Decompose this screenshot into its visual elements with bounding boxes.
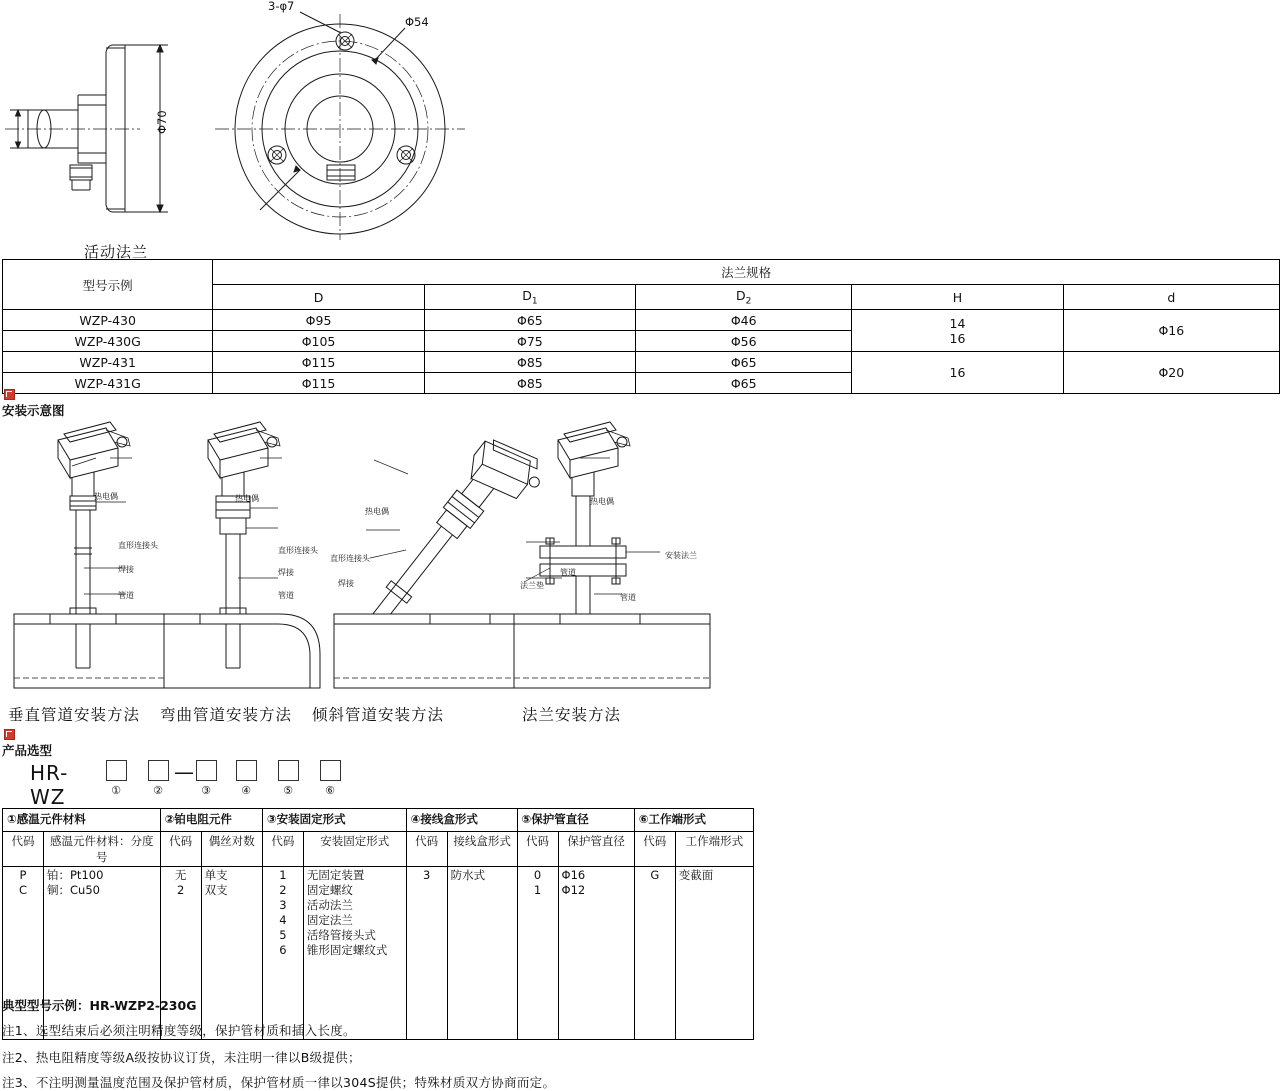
note-1: 注1、选型结束后必须注明精度等级，保护管材质和插入长度。 [2,1023,356,1038]
selection-group-header-row [3,809,754,832]
cell-model: WZP-431 [3,352,213,373]
option-item: 锥形固定螺纹式 [306,943,388,957]
broken-image-icon-2 [4,729,15,740]
callout-thermocouple: 热电偶 [94,492,118,501]
option-item: 固定法兰 [306,913,353,927]
code-item: P [19,868,27,882]
group-header-6: ⑥工作端形式 [634,809,753,832]
table-row [3,352,1280,373]
option-item: 双支 [204,883,228,897]
flange-spec-table [2,259,1280,394]
table-row [3,310,1280,331]
group-header-4: ④接线盒形式 [406,809,517,832]
cell-D1: Φ75 [424,331,635,352]
subhdr-code-5: 代码 [517,832,558,867]
text-col-2 [201,867,262,1040]
group-header-3: ③安装固定形式 [262,809,406,832]
code-item: 5 [279,928,287,942]
code-item: 1 [279,868,287,882]
group-header-5: ⑤保护管直径 [517,809,634,832]
cell-D: Φ115 [213,373,424,394]
cell-D2: Φ65 [636,352,852,373]
model-box-6[interactable] [320,760,341,781]
codes-col-5 [517,867,558,1040]
install-section-title: 安装示意图 [2,403,65,418]
text-col-3 [303,867,406,1040]
cell-D: Φ115 [213,352,424,373]
phi70-label: Φ70 [155,110,169,134]
option-item: 铂：Pt100 [47,868,104,882]
flange-col-H: H [852,285,1063,310]
flange-col-D [213,285,424,310]
cell-H: 16 [852,352,1063,394]
code-item: 6 [279,943,287,957]
callout-flange: 法兰垫 [520,581,544,590]
callout-pipe: 管道 [118,591,134,600]
selection-section-title: 产品选型 [2,743,53,758]
model-num-1: ① [111,784,121,797]
flange-col-D1-sub: 1 [531,296,538,307]
callout-weld-3: 焊接 [338,579,354,588]
cell-model: WZP-430 [3,310,213,331]
installation-diagrams [0,418,1284,698]
flange-col-d: d [1063,285,1279,310]
model-box-1[interactable] [106,760,127,781]
flange-col-model: 型号示例 [3,260,213,310]
flange-col-D2 [636,285,852,310]
cell-D1: Φ65 [424,310,635,331]
subhdr-text-3: 安装固定形式 [303,832,406,867]
installation-svg [0,418,1284,708]
callout-fixed-flange: 安装法兰 [665,551,697,560]
caption-bent: 弯曲管道安装方法 [160,706,293,724]
code-item: 无 [174,868,187,882]
cell-d: Φ16 [1063,310,1279,352]
callout-thermocouple-2: 热电偶 [235,494,259,503]
caption-inclined: 倾斜管道安装方法 [312,706,445,724]
subhdr-code-4: 代码 [406,832,447,867]
selection-subheader-row [3,832,754,867]
option-item: 单支 [204,868,228,882]
code-item: 1 [533,883,542,897]
note-3: 注3、不注明测量温度范围及保护管材质，保护管材质一律以304S提供；特殊材质双方协商而定。 [2,1075,556,1090]
cell-D: Φ95 [213,310,424,331]
code-item: 2 [176,883,185,897]
cell-H-line1: 14 [949,315,966,331]
model-num-2: ② [153,784,163,797]
cell-H [852,310,1063,352]
model-prefix: HR-WZ [30,761,69,809]
code-item: 4 [279,913,287,927]
subhdr-code-6: 代码 [634,832,675,867]
option-item: 固定螺纹 [306,883,353,897]
code-item: 3 [279,898,287,912]
model-dash: — [174,760,194,784]
code-item: C [18,883,28,897]
flange-col-D1 [424,285,635,310]
subhdr-text-4: 接线盒形式 [447,832,517,867]
callout-thermocouple-4: 热电偶 [590,497,614,506]
subhdr-code-3: 代码 [262,832,303,867]
cell-d: Φ20 [1063,352,1279,394]
cell-H-line2: 16 [949,330,966,346]
callout-straight-joint-2: 直形连接头 [278,546,318,555]
flange-group-header: 法兰规格 [213,260,1280,285]
callout-pipe-4: 管道 [620,593,636,602]
callout-straight-joint-3: 直形连接头 [330,554,370,563]
option-item: Φ16 [561,868,586,882]
codes-col-4 [406,867,447,1040]
broken-image-icon [4,389,15,400]
cell-model: WZP-431G [3,373,213,394]
note-2: 注2、热电阻精度等级A级按协议订货，未注明一律以B级提供； [2,1050,361,1065]
flange-col-D-text: D [313,289,324,305]
caption-flange: 法兰安装方法 [522,706,622,724]
subhdr-text-6: 工作端形式 [675,832,753,867]
typical-model-example: 典型型号示例：HR-WZP2-230G [2,998,197,1013]
option-item: Φ12 [561,883,586,897]
code-item: 0 [533,868,542,882]
code-item: 2 [279,883,287,897]
text-col-6 [675,867,753,1040]
cell-D1: Φ85 [424,352,635,373]
text-col-4 [447,867,517,1040]
callout-weld: 焊接 [118,565,134,574]
caption-vertical: 垂直管道安装方法 [8,706,141,724]
model-num-3: ③ [201,784,211,797]
callout-straight-joint: 直形连接头 [118,541,158,550]
option-item: 无固定装置 [306,868,365,882]
cell-model: WZP-430G [3,331,213,352]
option-item: 变截面 [678,868,714,882]
option-item: 防水式 [450,868,486,882]
group-header-2: ②铂电阻元件 [160,809,262,832]
flange-col-D2-text: D [736,287,746,303]
callout-pipe-3: 管道 [560,568,576,577]
subhdr-code-2: 代码 [160,832,201,867]
flange-col-D1-text: D [522,287,532,303]
codes-col-3 [262,867,303,1040]
group-header-1: ①感温元件材料 [3,809,161,832]
text-col-5 [558,867,634,1040]
cell-D2: Φ65 [636,373,852,394]
cell-D: Φ105 [213,331,424,352]
subhdr-text-2: 偶丝对数 [201,832,262,867]
code-item: G [650,868,660,882]
cell-D2: Φ46 [636,310,852,331]
code-item: 3 [422,868,431,882]
flange-heading: 活动法兰 [84,243,149,261]
subhdr-text-5: 保护管直径 [558,832,634,867]
model-box-3[interactable] [196,760,217,781]
callout-weld-2: 焊接 [278,568,294,577]
option-item: 铜：Cu50 [47,883,100,897]
phi54-label: Φ54 [405,15,429,29]
flange-col-D2-sub: 2 [745,296,752,307]
callout-pipe-2: 管道 [278,591,294,600]
subhdr-text-1: 感温元件材料：分度号 [44,832,161,867]
model-num-5: ⑤ [283,784,293,797]
model-box-4[interactable] [236,760,257,781]
option-item: 活动法兰 [306,898,353,912]
model-num-6: ⑥ [325,784,335,797]
model-num-4: ④ [241,784,251,797]
cell-D2: Φ56 [636,331,852,352]
holes-label: 3-φ7 [268,0,295,13]
callout-thermocouple-3: 热电偶 [365,507,389,516]
option-item: 活络管接头式 [306,928,376,942]
subhdr-code-1: 代码 [3,832,44,867]
cell-D1: Φ85 [424,373,635,394]
codes-col-6 [634,867,675,1040]
model-box-5[interactable] [278,760,299,781]
model-box-2[interactable] [148,760,169,781]
flange-drawing-svg [0,0,1284,240]
flange-technical-drawing [0,0,1284,240]
